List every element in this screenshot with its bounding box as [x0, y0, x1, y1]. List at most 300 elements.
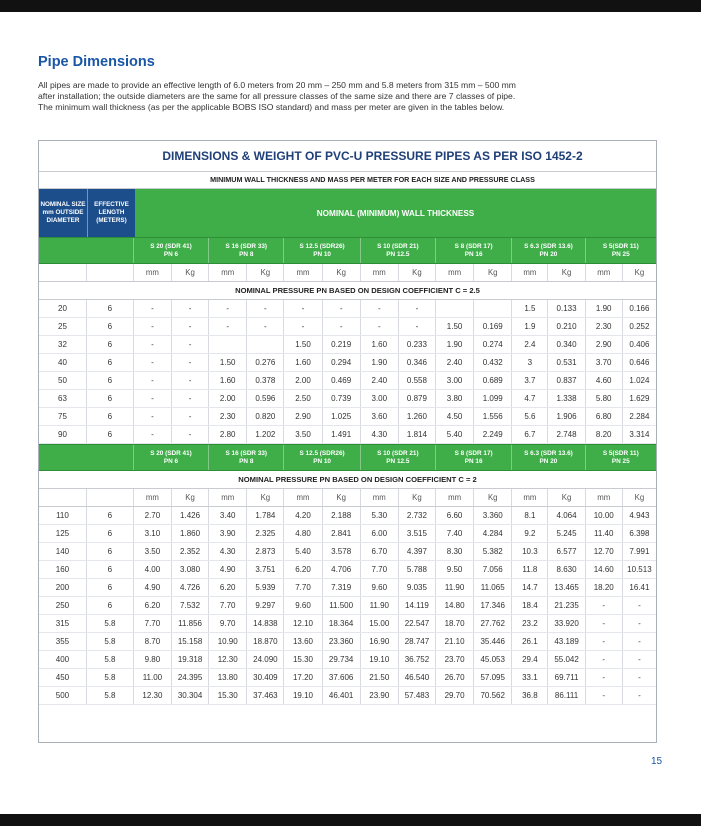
- class-pn: PN 8: [239, 250, 254, 258]
- value-cell: 70.562: [473, 687, 511, 704]
- value-cell: -: [171, 336, 208, 353]
- value-cell: 6.70: [360, 543, 398, 560]
- value-cell: 0.406: [622, 336, 656, 353]
- value-cell: 0.169: [473, 318, 511, 335]
- value-cell: 4.706: [322, 561, 360, 578]
- value-cell: 6.577: [547, 543, 584, 560]
- nominal-size-cell: 63: [58, 394, 67, 403]
- table-row: [39, 372, 656, 390]
- value-cell: -: [322, 318, 360, 335]
- class-pn: PN 20: [539, 250, 558, 258]
- intro-line: after installation; the outside diameters are the same for all pressure classes of the same size and there are 7 classes of pipe.: [38, 91, 516, 102]
- value-cell: -: [171, 318, 208, 335]
- value-cell: -: [585, 633, 622, 650]
- value-cell: [208, 336, 246, 353]
- value-cell: 7.70: [360, 561, 398, 578]
- value-cell: 3.00: [360, 390, 398, 407]
- unit-mm: mm: [283, 489, 321, 506]
- value-cell: -: [133, 318, 171, 335]
- value-cell: 12.10: [283, 615, 321, 632]
- value-cell: 9.035: [398, 579, 435, 596]
- nominal-size-cell: 75: [58, 412, 67, 421]
- value-cell: 4.30: [360, 426, 398, 443]
- class-name: S 20 (SDR 41): [150, 449, 192, 457]
- unit-row: [39, 489, 656, 507]
- value-cell: 2.00: [283, 372, 321, 389]
- class-name: S 5(SDR 11): [602, 449, 639, 457]
- effective-length-header: EFFECTIVE LENGTH (METERS): [87, 189, 135, 237]
- nominal-size-cell: 400: [55, 655, 70, 664]
- value-cell: 9.297: [246, 597, 283, 614]
- value-cell: 13.80: [208, 669, 246, 686]
- value-cell: 2.188: [322, 507, 360, 524]
- value-cell: -: [322, 300, 360, 317]
- value-cell: 4.20: [283, 507, 321, 524]
- effective-length-cell: 6: [86, 336, 133, 353]
- value-cell: 1.90: [360, 354, 398, 371]
- intro-paragraph: [38, 80, 663, 114]
- value-cell: 37.463: [246, 687, 283, 704]
- value-cell: 36.8: [511, 687, 547, 704]
- nominal-size-cell: 355: [55, 637, 70, 646]
- value-cell: 11.065: [473, 579, 511, 596]
- value-cell: 10.00: [585, 507, 622, 524]
- effective-length-cell: 6: [86, 354, 133, 371]
- unit-kg: Kg: [547, 489, 584, 506]
- value-cell: 6.80: [585, 408, 622, 425]
- value-cell: 0.596: [246, 390, 283, 407]
- value-cell: 0.531: [547, 354, 584, 371]
- value-cell: 4.064: [547, 507, 584, 524]
- effective-length-cell: 6: [86, 525, 133, 542]
- value-cell: 5.40: [283, 543, 321, 560]
- class-label: [377, 450, 419, 466]
- value-cell: 2.249: [473, 426, 511, 443]
- class-pn: PN 10: [313, 457, 331, 465]
- class-pn: PN 6: [163, 250, 179, 258]
- unit-mm: mm: [435, 264, 473, 281]
- value-cell: 11.40: [585, 525, 622, 542]
- value-cell: -: [585, 687, 622, 704]
- unit-mm: mm: [208, 264, 246, 281]
- value-cell: 23.360: [322, 633, 360, 650]
- pressure-class-header: [360, 238, 435, 263]
- pressure-class-header: [435, 238, 511, 263]
- value-cell: 0.558: [398, 372, 435, 389]
- table-body: [39, 237, 656, 705]
- class-label: [455, 243, 493, 259]
- value-cell: -: [622, 615, 656, 632]
- value-cell: 2.90: [283, 408, 321, 425]
- value-cell: 0.210: [547, 318, 584, 335]
- class-pn: PN 10: [313, 250, 331, 258]
- value-cell: 0.133: [547, 300, 584, 317]
- table-title: DIMENSIONS & WEIGHT OF PVC-U PRESSURE PIPES AS PER ISO 1452-2: [39, 141, 656, 172]
- value-cell: 1.556: [473, 408, 511, 425]
- value-cell: 16.41: [622, 579, 656, 596]
- unit-kg: Kg: [622, 264, 656, 281]
- effective-length-cell: 6: [86, 597, 133, 614]
- value-cell: -: [171, 354, 208, 371]
- value-cell: -: [283, 300, 321, 317]
- value-cell: 3: [511, 354, 547, 371]
- band-spacer: [39, 238, 133, 263]
- table-row: [39, 318, 656, 336]
- value-cell: 13.60: [283, 633, 321, 650]
- pressure-class-header: [283, 445, 359, 470]
- value-cell: -: [133, 372, 171, 389]
- value-cell: 15.158: [171, 633, 208, 650]
- value-cell: 1.50: [435, 318, 473, 335]
- value-cell: 2.352: [171, 543, 208, 560]
- nominal-size-cell: 32: [58, 340, 67, 349]
- unit-mm: mm: [360, 489, 398, 506]
- value-cell: 21.10: [435, 633, 473, 650]
- value-cell: -: [246, 318, 283, 335]
- value-cell: 5.939: [246, 579, 283, 596]
- section-title: NOMINAL PRESSURE PN BASED ON DESIGN COEFFICIENT C = 2.5: [39, 282, 656, 300]
- value-cell: 1.906: [547, 408, 584, 425]
- value-cell: 3.578: [322, 543, 360, 560]
- value-cell: -: [585, 615, 622, 632]
- value-cell: 3.080: [171, 561, 208, 578]
- value-cell: 3.751: [246, 561, 283, 578]
- value-cell: 1.50: [208, 354, 246, 371]
- value-cell: 4.30: [208, 543, 246, 560]
- band-spacer: [39, 445, 133, 470]
- nominal-size-cell: 125: [55, 529, 70, 538]
- value-cell: 4.7: [511, 390, 547, 407]
- nominal-size-cell: 50: [58, 376, 67, 385]
- value-cell: 14.80: [435, 597, 473, 614]
- unit-mm: mm: [283, 264, 321, 281]
- value-cell: 45.053: [473, 651, 511, 668]
- value-cell: 7.319: [322, 579, 360, 596]
- value-cell: 0.739: [322, 390, 360, 407]
- value-cell: 0.432: [473, 354, 511, 371]
- value-cell: 21.50: [360, 669, 398, 686]
- wall-thickness-header: NOMINAL (MINIMUM) WALL THICKNESS: [135, 189, 656, 237]
- class-label: [603, 450, 639, 466]
- value-cell: 7.70: [208, 597, 246, 614]
- value-cell: 46.401: [322, 687, 360, 704]
- value-cell: 12.30: [208, 651, 246, 668]
- pressure-class-header: [511, 445, 584, 470]
- value-cell: 5.40: [435, 426, 473, 443]
- class-pn: PN 16: [464, 457, 483, 465]
- value-cell: 6.7: [511, 426, 547, 443]
- value-cell: 1.784: [246, 507, 283, 524]
- pressure-class-header: [133, 445, 208, 470]
- bottom-bar: [0, 814, 701, 826]
- value-cell: [246, 336, 283, 353]
- class-pn: PN 20: [539, 457, 558, 465]
- value-cell: 8.20: [585, 426, 622, 443]
- value-cell: 55.042: [547, 651, 584, 668]
- value-cell: 1.860: [171, 525, 208, 542]
- value-cell: 10.90: [208, 633, 246, 650]
- value-cell: 57.483: [398, 687, 435, 704]
- value-cell: 4.943: [622, 507, 656, 524]
- effective-length-cell: 6: [86, 318, 133, 335]
- value-cell: 18.70: [435, 615, 473, 632]
- value-cell: 6.20: [208, 579, 246, 596]
- unit-row: [39, 264, 656, 282]
- value-cell: 17.20: [283, 669, 321, 686]
- nominal-size-cell: 90: [58, 430, 67, 439]
- class-name: S 6.3 (SDR 13.6): [524, 242, 573, 250]
- table-subtitle: MINIMUM WALL THICKNESS AND MASS PER METER FOR EACH SIZE AND PRESSURE CLASS: [39, 172, 656, 189]
- value-cell: 1.90: [585, 300, 622, 317]
- value-cell: 11.856: [171, 615, 208, 632]
- value-cell: 7.991: [622, 543, 656, 560]
- value-cell: 1.814: [398, 426, 435, 443]
- value-cell: 16.90: [360, 633, 398, 650]
- page-title: Pipe Dimensions: [38, 54, 155, 70]
- value-cell: -: [171, 408, 208, 425]
- table-row: [39, 408, 656, 426]
- value-cell: 2.30: [585, 318, 622, 335]
- value-cell: 1.099: [473, 390, 511, 407]
- value-cell: 4.60: [585, 372, 622, 389]
- value-cell: 0.166: [622, 300, 656, 317]
- value-cell: 3.60: [360, 408, 398, 425]
- table-row: [39, 507, 656, 525]
- top-bar: [0, 0, 701, 12]
- value-cell: 15.30: [283, 651, 321, 668]
- value-cell: 17.346: [473, 597, 511, 614]
- value-cell: 18.4: [511, 597, 547, 614]
- value-cell: 2.325: [246, 525, 283, 542]
- value-cell: 1.629: [622, 390, 656, 407]
- nominal-size-cell: 200: [55, 583, 70, 592]
- value-cell: 0.689: [473, 372, 511, 389]
- value-cell: 2.873: [246, 543, 283, 560]
- nominal-size-cell: 40: [58, 358, 67, 367]
- value-cell: 86.111: [547, 687, 584, 704]
- value-cell: 0.346: [398, 354, 435, 371]
- value-cell: -: [208, 300, 246, 317]
- value-cell: -: [171, 300, 208, 317]
- value-cell: 3.515: [398, 525, 435, 542]
- value-cell: -: [622, 687, 656, 704]
- class-name: S 6.3 (SDR 13.6): [524, 449, 573, 457]
- value-cell: 18.870: [246, 633, 283, 650]
- effective-length-cell: 6: [86, 543, 133, 560]
- value-cell: 6.20: [133, 597, 171, 614]
- page-number: 15: [651, 756, 663, 767]
- unit-kg: Kg: [547, 264, 584, 281]
- value-cell: 4.90: [208, 561, 246, 578]
- value-cell: 27.762: [473, 615, 511, 632]
- value-cell: -: [133, 336, 171, 353]
- value-cell: 5.382: [473, 543, 511, 560]
- value-cell: 2.90: [585, 336, 622, 353]
- value-cell: 4.00: [133, 561, 171, 578]
- pressure-class-header: [511, 238, 584, 263]
- value-cell: 6.00: [360, 525, 398, 542]
- value-cell: 11.90: [435, 579, 473, 596]
- value-cell: 3.70: [585, 354, 622, 371]
- unit-spacer: [86, 489, 133, 506]
- value-cell: 11.00: [133, 669, 171, 686]
- value-cell: 57.095: [473, 669, 511, 686]
- value-cell: -: [398, 300, 435, 317]
- nominal-size-cell: 20: [58, 304, 67, 313]
- value-cell: 24.090: [246, 651, 283, 668]
- class-pn: PN 6: [163, 457, 179, 465]
- value-cell: 2.80: [208, 426, 246, 443]
- value-cell: 7.40: [435, 525, 473, 542]
- value-cell: 2.50: [283, 390, 321, 407]
- nominal-size-cell: 315: [55, 619, 70, 628]
- value-cell: -: [622, 633, 656, 650]
- value-cell: 4.80: [283, 525, 321, 542]
- value-cell: 5.30: [360, 507, 398, 524]
- pressure-class-band: [39, 444, 656, 471]
- value-cell: 2.00: [208, 390, 246, 407]
- value-cell: 0.837: [547, 372, 584, 389]
- class-label: [300, 243, 345, 259]
- value-cell: -: [360, 300, 398, 317]
- value-cell: -: [622, 651, 656, 668]
- nominal-size-cell: 110: [56, 511, 69, 520]
- class-name: S 5(SDR 11): [602, 242, 639, 250]
- value-cell: 36.752: [398, 651, 435, 668]
- value-cell: -: [133, 300, 171, 317]
- unit-kg: Kg: [473, 489, 511, 506]
- dimensions-table: [38, 140, 657, 743]
- value-cell: 9.80: [133, 651, 171, 668]
- value-cell: 11.8: [511, 561, 547, 578]
- value-cell: 2.4: [511, 336, 547, 353]
- effective-length-cell: 5.8: [86, 687, 133, 704]
- value-cell: 19.318: [171, 651, 208, 668]
- effective-length-cell: 6: [86, 390, 133, 407]
- value-cell: 46.540: [398, 669, 435, 686]
- value-cell: 19.10: [360, 651, 398, 668]
- pressure-class-header: [208, 238, 283, 263]
- value-cell: 22.547: [398, 615, 435, 632]
- value-cell: 1.426: [171, 507, 208, 524]
- value-cell: 0.469: [322, 372, 360, 389]
- class-label: [150, 243, 192, 259]
- value-cell: -: [585, 669, 622, 686]
- class-name: S 8 (SDR 17): [454, 449, 493, 457]
- pressure-class-header: [360, 445, 435, 470]
- value-cell: -: [133, 408, 171, 425]
- value-cell: 1.338: [547, 390, 584, 407]
- value-cell: 2.40: [360, 372, 398, 389]
- value-cell: -: [283, 318, 321, 335]
- class-label: [226, 243, 268, 259]
- table-row: [39, 426, 656, 444]
- value-cell: 4.50: [435, 408, 473, 425]
- value-cell: 8.1: [511, 507, 547, 524]
- value-cell: 0.820: [246, 408, 283, 425]
- value-cell: 2.70: [133, 507, 171, 524]
- nominal-size-cell: 250: [55, 601, 70, 610]
- section-title: NOMINAL PRESSURE PN BASED ON DESIGN COEFFICIENT C = 2: [39, 471, 656, 489]
- value-cell: 19.10: [283, 687, 321, 704]
- value-cell: 14.7: [511, 579, 547, 596]
- value-cell: -: [208, 318, 246, 335]
- value-cell: 3.50: [283, 426, 321, 443]
- nominal-size-cell: 160: [55, 565, 70, 574]
- value-cell: 1.60: [360, 336, 398, 353]
- effective-length-cell: 6: [86, 561, 133, 578]
- value-cell: 5.245: [547, 525, 584, 542]
- value-cell: 4.90: [133, 579, 171, 596]
- pressure-class-header: [585, 445, 656, 470]
- value-cell: 2.841: [322, 525, 360, 542]
- effective-length-cell: 6: [86, 300, 133, 317]
- value-cell: 5.80: [585, 390, 622, 407]
- effective-length-cell: 6: [86, 426, 133, 443]
- value-cell: 0.879: [398, 390, 435, 407]
- value-cell: [473, 300, 511, 317]
- class-name: S 10 (SDR 21): [377, 449, 419, 457]
- table-row: [39, 543, 656, 561]
- class-pn: PN 16: [464, 250, 483, 258]
- value-cell: 18.364: [322, 615, 360, 632]
- value-cell: 5.6: [511, 408, 547, 425]
- value-cell: 7.532: [171, 597, 208, 614]
- value-cell: 12.30: [133, 687, 171, 704]
- value-cell: [435, 300, 473, 317]
- unit-kg: Kg: [322, 489, 360, 506]
- value-cell: 3.7: [511, 372, 547, 389]
- effective-length-cell: 5.8: [86, 615, 133, 632]
- value-cell: 33.920: [547, 615, 584, 632]
- value-cell: 10.513: [622, 561, 656, 578]
- value-cell: 2.748: [547, 426, 584, 443]
- value-cell: -: [133, 354, 171, 371]
- value-cell: 3.314: [622, 426, 656, 443]
- intro-line: All pipes are made to provide an effective length of 6.0 meters from 20 mm – 250 mm and 5.8 meters from 315 mm – 500 mm: [38, 80, 516, 90]
- value-cell: -: [585, 597, 622, 614]
- value-cell: -: [622, 597, 656, 614]
- class-pn: PN 25: [611, 457, 630, 465]
- value-cell: 2.40: [435, 354, 473, 371]
- class-label: [300, 450, 345, 466]
- value-cell: 1.5: [511, 300, 547, 317]
- value-cell: 29.734: [322, 651, 360, 668]
- value-cell: 0.252: [622, 318, 656, 335]
- effective-length-cell: 6: [86, 408, 133, 425]
- unit-kg: Kg: [171, 264, 208, 281]
- value-cell: 9.60: [283, 597, 321, 614]
- class-pn: PN 8: [239, 457, 254, 465]
- value-cell: 9.50: [435, 561, 473, 578]
- value-cell: 2.732: [398, 507, 435, 524]
- unit-kg: Kg: [171, 489, 208, 506]
- value-cell: 9.60: [360, 579, 398, 596]
- value-cell: 15.30: [208, 687, 246, 704]
- value-cell: 1.50: [283, 336, 321, 353]
- table-row: [39, 336, 656, 354]
- pressure-class-band: [39, 237, 656, 264]
- value-cell: 3.00: [435, 372, 473, 389]
- value-cell: 37.606: [322, 669, 360, 686]
- effective-length-cell: 5.8: [86, 633, 133, 650]
- unit-kg: Kg: [398, 489, 435, 506]
- value-cell: 1.024: [622, 372, 656, 389]
- value-cell: 4.726: [171, 579, 208, 596]
- value-cell: 1.9: [511, 318, 547, 335]
- value-cell: -: [360, 318, 398, 335]
- table-row: [39, 687, 656, 705]
